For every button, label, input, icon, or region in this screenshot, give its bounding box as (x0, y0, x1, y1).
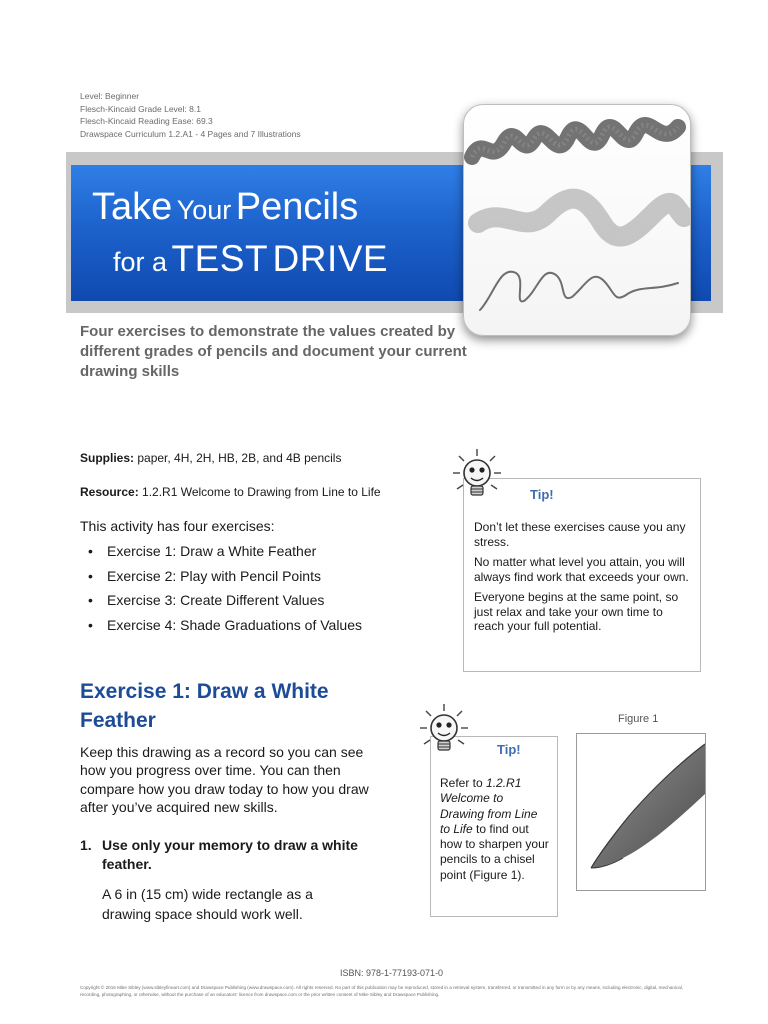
exercise-list (88, 542, 362, 640)
supplies-label: Supplies: (80, 451, 135, 465)
tip-text: to find out how to sharpen your pencils to a chisel point (Figure 1). (440, 821, 549, 882)
figure-caption: Figure 1 (618, 713, 659, 725)
resource-label: Resource: (80, 485, 139, 499)
tip-body (440, 776, 550, 883)
resource-text: 1.2.R1 Welcome to Drawing from Line to Life (142, 485, 381, 499)
document-meta (80, 90, 301, 140)
supplies-text: paper, 4H, 2H, HB, 2B, and 4B pencils (137, 451, 342, 465)
title-test: TEST (171, 238, 269, 279)
list-item (88, 591, 362, 616)
tip-paragraph: No matter what level you attain, you will always find work that exceeds your own. (474, 555, 689, 584)
exercise-item-text: Exercise 3: Create Different Values (107, 592, 325, 609)
list-item (88, 542, 362, 567)
bullet: • (88, 616, 93, 633)
list-item (88, 616, 362, 641)
list-item (88, 567, 362, 592)
exercise-item-text: Exercise 1: Draw a White Feather (107, 543, 317, 559)
step-text: Use only your memory to draw a white feather. (102, 837, 358, 872)
copyright-text: Copyright © 2016 Mike Sibley (www.sibleyfineart.com) and Drawspace Publishing (www.drawspace.com). All rights reserved. No part of this publication may be reproduced, stored in a retrieval system, transferred, or transmitted in any form or by any means, including electronic, digital, mechanical, recording, photographing, or otherwise, without the purchase of an educators' licence from drawspace.com or the prior written consent of Mike Sibley and Drawspace Publishing. (80, 985, 684, 997)
page-title-line1 (92, 188, 358, 226)
bullet: • (88, 567, 93, 584)
tip-text: Refer to (440, 776, 487, 790)
pencil-point-illustration (576, 733, 706, 891)
tip-label: Tip! (497, 742, 521, 757)
tip-body (474, 520, 694, 640)
bullet: • (88, 592, 93, 609)
title-take: Take (92, 186, 173, 228)
intro-text: This activity has four exercises: (80, 518, 275, 534)
subtitle: Four exercises to demonstrate the values created by different grades of pencils and document your current drawing skills (80, 323, 467, 380)
tip-label: Tip! (530, 487, 554, 502)
lightbulb-icon (451, 447, 503, 503)
title-pencils: Pencils (235, 186, 359, 228)
lightbulb-icon (418, 702, 470, 758)
title-for-a: for a (113, 247, 168, 277)
curriculum-text: Drawspace Curriculum 1.2.A1 - 4 Pages and 7 Illustrations (80, 128, 301, 139)
exercise-item-text: Exercise 4: Shade Graduations of Values (107, 616, 363, 633)
section-heading: Exercise 1: Draw a White Feather (80, 680, 329, 732)
exercise-item-text: Exercise 2: Play with Pencil Points (107, 567, 321, 584)
tip-paragraph: Don’t let these exercises cause you any stress. (474, 520, 686, 549)
grade-level-text: Flesch-Kincaid Grade Level: 8.1 (80, 103, 201, 114)
resource-line (80, 485, 381, 499)
title-drive: DRIVE (272, 238, 389, 279)
page-title-line2 (113, 240, 388, 277)
section-body: Keep this drawing as a record so you can see how you progress over time. You can then compare how you draw today to how you draw after you’ve acquired new skills. (80, 744, 369, 815)
bullet: • (88, 543, 93, 559)
resource-reference: 1.2.R1 Welcome to Drawing from Line to Life (440, 776, 538, 836)
isbn-text: ISBN: 978-1-77193-071-0 (340, 968, 444, 978)
level-text: Level: Beginner (80, 91, 140, 101)
reading-ease-text: Flesch-Kincaid Reading Ease: 69.3 (80, 116, 213, 126)
pencil-strokes-illustration (463, 104, 691, 336)
title-your: Your (176, 195, 232, 225)
step-instruction (80, 836, 390, 874)
supplies-line (80, 451, 341, 465)
step-number: 1. (80, 837, 92, 853)
tip-paragraph: Everyone begins at the same point, so just relax and take your own time to reach your full potential. (474, 590, 679, 633)
step-body: A 6 in (15 cm) wide rectangle as a drawing space should work well. (102, 886, 313, 922)
